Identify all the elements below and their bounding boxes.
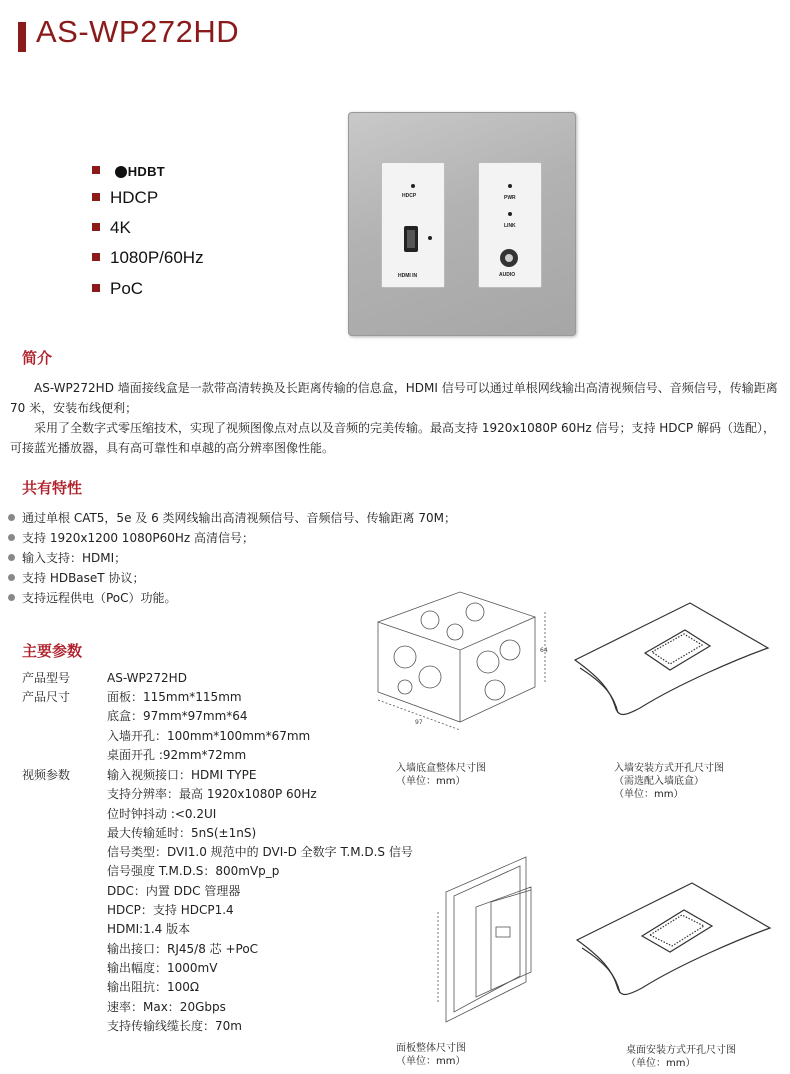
feature-item: HDCP xyxy=(92,188,158,208)
list-item: 支持 1920x1200 1080P60Hz 高清信号； xyxy=(8,528,456,548)
hdmi-in-label: HDMI IN xyxy=(398,273,418,279)
caption-line: （单位：mm） xyxy=(396,1056,466,1067)
param-size-values xyxy=(107,688,310,765)
svg-text:97: 97 xyxy=(415,719,423,726)
intro-text xyxy=(10,378,782,458)
param-label-size: 产品尺寸 xyxy=(22,690,71,704)
page-title: AS-WP272HD xyxy=(36,14,240,49)
hdmi-port-icon xyxy=(404,226,418,252)
feature-item: 1080P/60Hz xyxy=(92,248,204,268)
param-value: 支持分辨率：最高 1920x1080P 60Hz xyxy=(107,787,317,802)
hdbaset-logo-mark-icon xyxy=(115,166,127,178)
bullet-square-icon xyxy=(92,253,100,261)
list-item: 通过单根 CAT5，5e 及 6 类网线输出高清视频信号、音频信号、传输距离 70M； xyxy=(8,508,456,528)
feature-item: PoC xyxy=(92,279,143,299)
param-video-values xyxy=(107,766,413,1036)
hdcp-label: HDCP xyxy=(402,193,417,199)
param-label-video: 视频参数 xyxy=(22,768,71,782)
bullet-square-icon xyxy=(92,193,100,201)
param-value: HDMI:1.4 版本 xyxy=(107,922,191,937)
panel-drawing-caption xyxy=(396,1042,466,1068)
wall-drawing-caption xyxy=(614,762,724,801)
common-features-heading: 共有特性 xyxy=(22,479,83,497)
bullet-square-icon xyxy=(92,223,100,231)
caption-line: （单位：mm） xyxy=(614,789,684,800)
hdmi-module xyxy=(381,162,445,288)
list-item: 输入支持：HDMI； xyxy=(8,548,456,568)
param-value: DDC：内置 DDC 管理器 xyxy=(107,883,241,898)
param-value: 位时钟抖动 :<0.2UI xyxy=(107,806,217,821)
param-value: 信号强度 T.M.D.S：800mVp_p xyxy=(107,864,280,879)
back-box-drawing xyxy=(370,572,550,742)
box-drawing-caption xyxy=(396,762,486,788)
audio-label: AUDIO xyxy=(499,272,516,278)
panel-drawing xyxy=(436,852,576,1032)
wall-cutout-drawing xyxy=(570,598,775,723)
pwr-led-icon xyxy=(508,184,512,188)
wall-plate-image xyxy=(348,112,576,336)
pwr-label: PWR xyxy=(504,195,516,201)
caption-line: 入墙底盒整体尺寸图 xyxy=(396,763,486,774)
status-led-icon xyxy=(428,236,432,240)
param-value: 桌面开孔 :92mm*72mm xyxy=(107,747,247,762)
list-item: 支持 HDBaseT 协议； xyxy=(8,568,456,588)
caption-line: 桌面安装方式开孔尺寸图 xyxy=(626,1045,736,1056)
caption-line: 入墙安装方式开孔尺寸图 xyxy=(614,763,724,774)
list-item: 支持远程供电（PoC）功能。 xyxy=(8,588,456,608)
audio-jack-icon xyxy=(500,249,518,267)
param-value: 信号类型：DVI1.0 规范中的 DVI-D 全数字 T.M.D.S 信号 xyxy=(107,845,413,860)
param-value: 输出阻抗：100Ω xyxy=(107,980,200,995)
param-value: 最大传输延时：5nS(±1nS) xyxy=(107,825,257,840)
param-value: 面板：115mm*115mm xyxy=(107,690,242,704)
svg-text:64: 64 xyxy=(540,647,548,654)
param-value-model: AS-WP272HD xyxy=(107,671,187,685)
desk-drawing-caption xyxy=(626,1044,736,1070)
param-value: 支持传输线缆长度：70m xyxy=(107,1018,242,1033)
hdbaset-logo: HDBT xyxy=(115,164,165,179)
caption-line: （单位：mm） xyxy=(626,1058,696,1069)
output-module xyxy=(478,162,542,288)
link-label: LINK xyxy=(504,223,516,229)
feature-logo-item xyxy=(92,161,165,181)
caption-line: （单位：mm） xyxy=(396,776,466,787)
param-label-model: 产品型号 xyxy=(22,671,71,685)
param-value: 输出幅度：1000mV xyxy=(107,960,218,975)
bullet-square-icon xyxy=(92,166,100,174)
param-value: HDCP：支持 HDCP1.4 xyxy=(107,903,234,918)
title-accent-bar xyxy=(18,22,26,52)
param-value: 输出接口：RJ45/8 芯 +PoC xyxy=(107,941,259,956)
link-led-icon xyxy=(508,212,512,216)
param-value: 入墙开孔：100mm*100mm*67mm xyxy=(107,728,311,743)
caption-line: 面板整体尺寸图 xyxy=(396,1043,466,1054)
bullet-square-icon xyxy=(92,284,100,292)
param-value: 输入视频接口：HDMI TYPE xyxy=(107,768,257,782)
params-heading: 主要参数 xyxy=(22,642,83,660)
param-value: 底盒：97mm*97mm*64 xyxy=(107,709,248,724)
feature-item: 4K xyxy=(92,218,131,238)
intro-paragraph-1: AS-WP272HD 墙面接线盒是一款带高清转换及长距离传输的信息盒，HDMI 信号可以通过单根网线输出高清视频信号、音频信号，传输距离 70 米，安装布线便利； xyxy=(10,381,778,415)
param-value: 速率：Max：20Gbps xyxy=(107,999,226,1014)
intro-heading: 简介 xyxy=(22,349,53,367)
hdcp-led-icon xyxy=(411,184,415,188)
desk-cutout-drawing xyxy=(572,878,777,1003)
caption-line: （需选配入墙底盒） xyxy=(614,776,704,787)
intro-paragraph-2: 采用了全数字式零压缩技术，实现了视频图像点对点以及音频的完美传输。最高支持 1920x1080P 60Hz 信号；支持 HDCP 解码（选配），可接蓝光播放器，具有高可靠性和卓越的高分辨率图像性能。 xyxy=(10,421,775,455)
